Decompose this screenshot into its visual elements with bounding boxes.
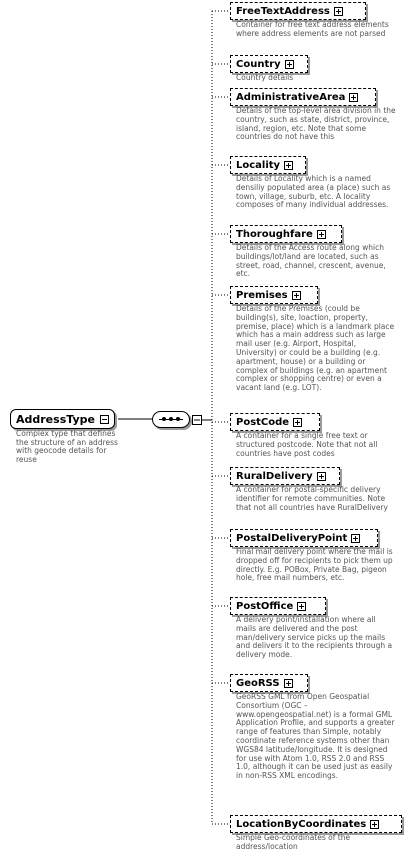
- expand-icon[interactable]: [351, 534, 360, 543]
- expand-icon[interactable]: [293, 418, 302, 427]
- element-georss[interactable]: [230, 674, 308, 692]
- element-name: AdministrativeArea: [236, 91, 346, 103]
- element-ruraldelivery[interactable]: [230, 467, 340, 485]
- expand-icon[interactable]: [349, 93, 358, 102]
- element-locationbycoordinates[interactable]: [230, 815, 402, 833]
- element-locality[interactable]: [230, 156, 306, 174]
- element-name: GeoRSS: [236, 677, 280, 689]
- element-name: PostCode: [236, 416, 290, 428]
- element-description: A container for postal-specific delivery identifier for remote communities. Note that not all countries have RuralDelivery: [236, 485, 388, 512]
- root-type-name: AddressType: [16, 412, 95, 426]
- expand-icon[interactable]: [317, 472, 326, 481]
- expand-icon[interactable]: [370, 820, 379, 829]
- element-description: Country details: [236, 73, 294, 82]
- element-name: Premises: [236, 289, 288, 301]
- branch-lines: [212, 11, 230, 824]
- element-description: GeoRSS GML from Open Geospatial Consortium (OGC – www.opengeospatial.net) is a formal GML Application Profile, and supports a greater range of features than Simple, notably coordinate reference systems other than WGS84 latitude/longitude. It is designed for use with Atom 1.0, RSS 2.0 and RSS 1.0, although it can be used just as easily in non-RSS XML encodings.: [236, 692, 395, 781]
- element-name: Country: [236, 58, 281, 70]
- element-name: RuralDelivery: [236, 470, 313, 482]
- element-description: Final mail delivery point where the mail is dropped off for recipients to pick them up directly. E.g. POBox, Private Bag, pigeon hole, free mail numbers, etc.: [236, 547, 393, 583]
- expand-icon[interactable]: [284, 161, 293, 170]
- element-name: Thoroughfare: [236, 228, 313, 240]
- element-name: Locality: [236, 159, 281, 171]
- element-country[interactable]: [230, 55, 308, 73]
- sequence-dot: [169, 417, 173, 421]
- root-type-box[interactable]: [10, 409, 115, 429]
- expand-icon[interactable]: [317, 230, 326, 239]
- element-description: Details of the Access route along which buildings/lot/land are located, such as street, road, channel, crescent, avenue, etc.: [236, 243, 386, 279]
- element-postoffice[interactable]: [230, 597, 326, 615]
- expand-icon[interactable]: [297, 602, 306, 611]
- element-name: PostalDeliveryPoint: [236, 532, 348, 544]
- element-description: Container for free text address elements where address elements are not parsed: [236, 20, 389, 38]
- sequence-dot: [162, 417, 166, 421]
- element-administrativearea[interactable]: [230, 88, 376, 106]
- sequence-compositor[interactable]: [152, 411, 190, 428]
- element-description: A delivery point/installation where all mails are delivered and the post man/delivery service picks up the mails and delivers it to the recipients through a delivery mode.: [236, 615, 393, 660]
- element-description: Details of the top-level area division in the country, such as state, district, province, island, region, etc. Note that some countries do not have this: [236, 106, 396, 142]
- collapse-icon[interactable]: [100, 415, 109, 424]
- expand-icon[interactable]: [284, 679, 293, 688]
- element-freetextaddress[interactable]: [230, 2, 366, 20]
- element-description: Details of Locality which is a named densiliy populated area (a place) such as town, village, suburb, etc. A locality composes of many individual addresses.: [236, 174, 391, 210]
- sequence-collapse-icon[interactable]: [192, 415, 202, 425]
- element-description: Simple Geo-coordinates of the address/location: [236, 833, 351, 851]
- expand-icon[interactable]: [334, 7, 343, 16]
- element-name: LocationByCoordinates: [236, 818, 367, 830]
- expand-icon[interactable]: [285, 60, 294, 69]
- element-description: Details of the Premises (could be building(s), site, loaction, property, premise, place) which is a landmark place which has a main address such as large mail user (e.g. Airport, Hospital, University) or could be a building (e.g. apartment, house) or a building or complex of buildings (e.g. an apartment complex or shopping centre) or even a vacant land (e.g. LOT).: [236, 304, 395, 393]
- element-postaldeliverypoint[interactable]: [230, 529, 378, 547]
- element-name: PostOffice: [236, 600, 294, 612]
- element-thoroughfare[interactable]: [230, 225, 342, 243]
- root-type-description: Complex type that defines the structure of an address with geocode details for reuse: [16, 429, 118, 464]
- element-postcode[interactable]: [230, 413, 320, 431]
- element-description: A container for a single free text or structured postcode. Note that not all countries have post codes: [236, 431, 378, 458]
- expand-icon[interactable]: [292, 291, 301, 300]
- element-name: FreeTextAddress: [236, 5, 330, 17]
- element-premises[interactable]: [230, 286, 318, 304]
- sequence-dot: [176, 417, 180, 421]
